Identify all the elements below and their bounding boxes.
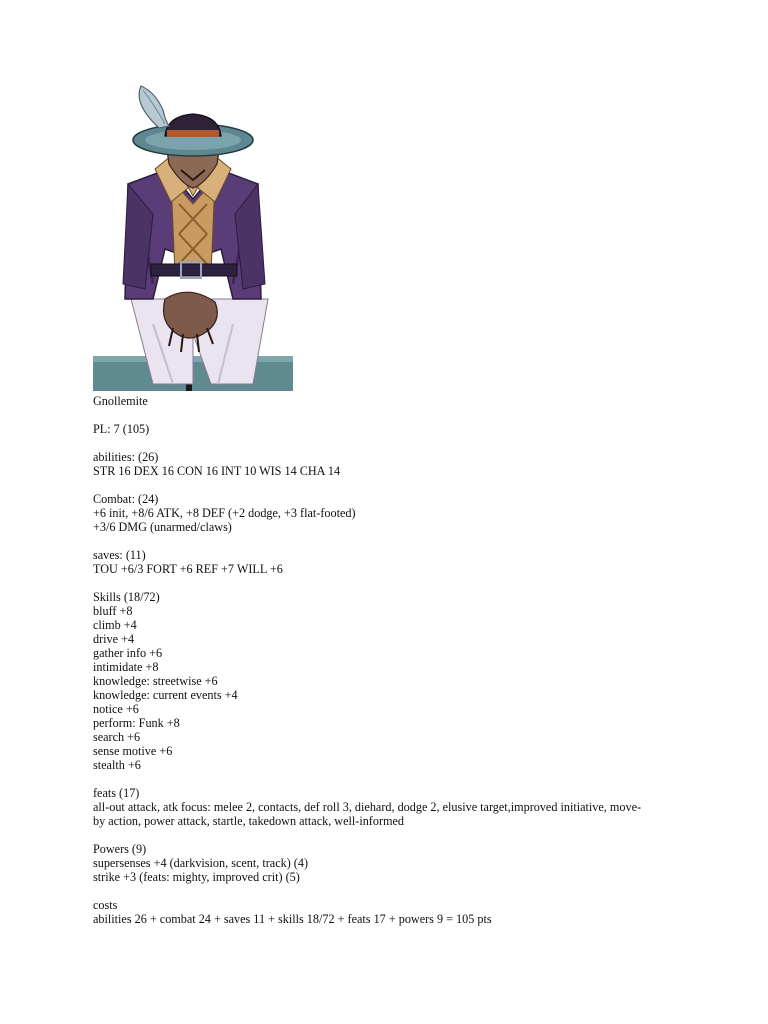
skill-item: sense motive +6 bbox=[93, 744, 173, 758]
abilities-line: STR 16 DEX 16 CON 16 INT 10 WIS 14 CHA 14 bbox=[93, 464, 341, 478]
power-level: PL: 7 (105) bbox=[93, 422, 150, 436]
feats-header: feats (17) bbox=[93, 786, 140, 800]
skill-item: gather info +6 bbox=[93, 646, 163, 660]
skill-item: perform: Funk +8 bbox=[93, 716, 180, 730]
powers-header: Powers (9) bbox=[93, 842, 147, 856]
abilities-header: abilities: (26) bbox=[93, 450, 159, 464]
character-sheet bbox=[93, 0, 693, 926]
skill-item: intimidate +8 bbox=[93, 660, 159, 674]
combat-line: +3/6 DMG (unarmed/claws) bbox=[93, 520, 232, 534]
power-item: supersenses +4 (darkvision, scent, track) (4) bbox=[93, 856, 309, 870]
character-name: Gnollemite bbox=[93, 394, 148, 408]
costs-line: abilities 26 + combat 24 + saves 11 + skills 18/72 + feats 17 + powers 9 = 105 pts bbox=[93, 912, 492, 926]
skill-item: search +6 bbox=[93, 730, 141, 744]
skill-item: knowledge: current events +4 bbox=[93, 688, 238, 702]
costs-header: costs bbox=[93, 898, 118, 912]
skill-item: stealth +6 bbox=[93, 758, 141, 772]
skill-item: knowledge: streetwise +6 bbox=[93, 674, 218, 688]
power-item: strike +3 (feats: mighty, improved crit) (5) bbox=[93, 870, 300, 884]
skill-item: bluff +8 bbox=[93, 604, 133, 618]
combat-header: Combat: (24) bbox=[93, 492, 159, 506]
saves-line: TOU +6/3 FORT +6 REF +7 WILL +6 bbox=[93, 562, 283, 576]
skill-item: climb +4 bbox=[93, 618, 137, 632]
feats-line: by action, power attack, startle, takedown attack, well-informed bbox=[93, 814, 405, 828]
combat-line: +6 init, +8/6 ATK, +8 DEF (+2 dodge, +3 flat-footed) bbox=[93, 506, 356, 520]
skill-item: notice +6 bbox=[93, 702, 139, 716]
skill-item: drive +4 bbox=[93, 632, 135, 646]
feats-line: all-out attack, atk focus: melee 2, contacts, def roll 3, diehard, dodge 2, elusive target,improved initiative, move- bbox=[93, 800, 642, 814]
saves-header: saves: (11) bbox=[93, 548, 146, 562]
skills-header: Skills (18/72) bbox=[93, 590, 160, 604]
